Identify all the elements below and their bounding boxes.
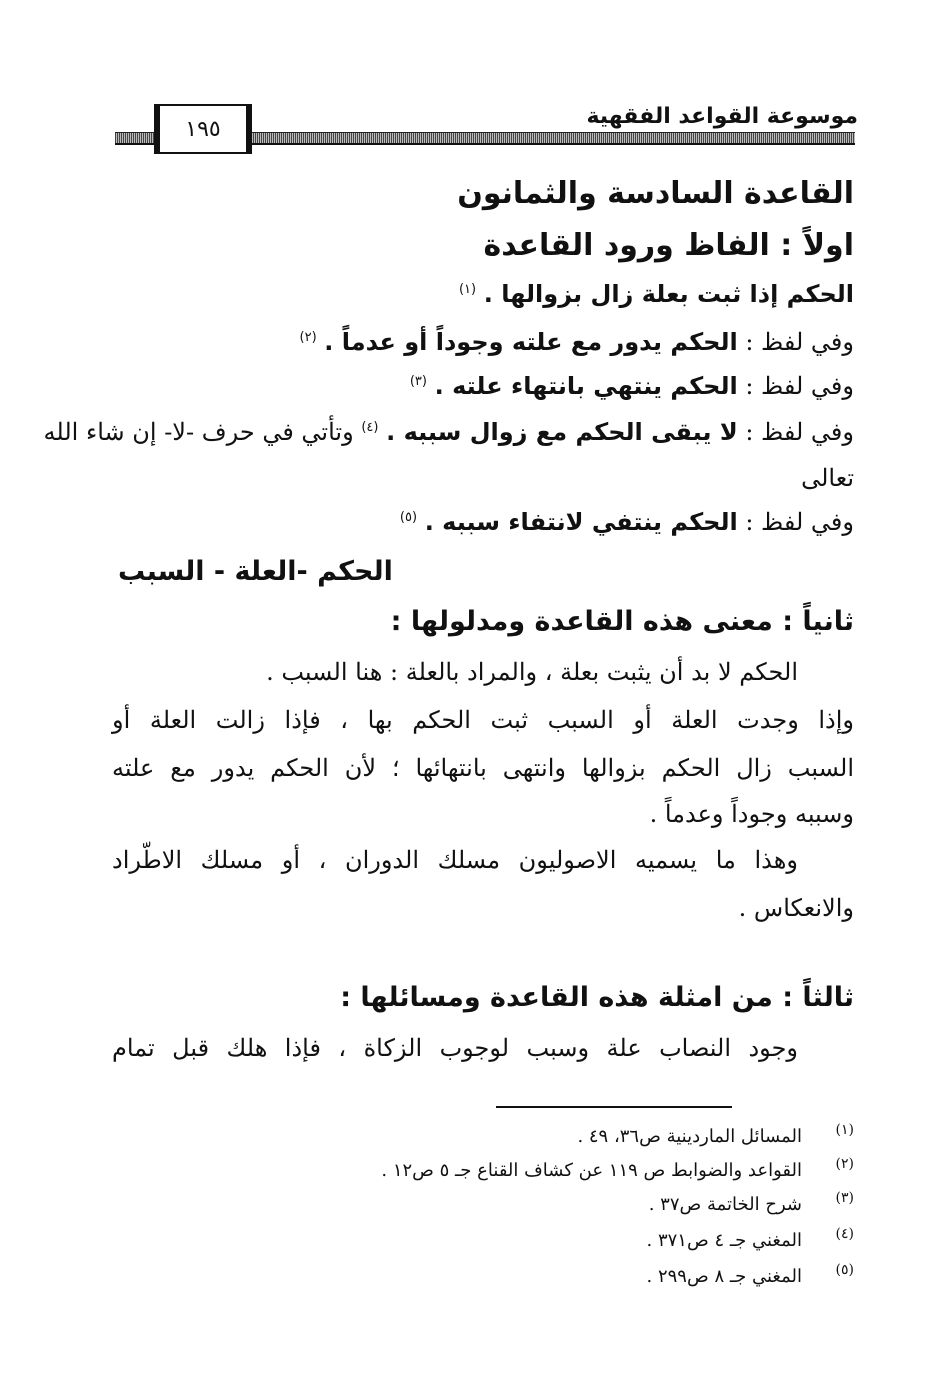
footnote-item xyxy=(300,1190,854,1224)
footnote-item xyxy=(300,1122,854,1156)
section2-paragraph-line: والانعكاس . xyxy=(738,894,854,922)
section2-paragraph-line: وإذا وجدت العلة أو السبب ثبت الحكم بها ، فإذا زالت العلة أو xyxy=(112,706,854,734)
variant-text: الحكم يدور مع علته وجوداً أو عدماً . xyxy=(324,328,738,356)
variant-text: الحكم ينتفي لانتفاء سببه . xyxy=(424,508,738,536)
footnote-ref-3: (٣) xyxy=(409,374,427,389)
footnote-ref-5: (٥) xyxy=(399,510,418,525)
keywords-line: الحكم -العلة - السبب xyxy=(118,556,393,587)
main-rule-text: الحكم إذا ثبت بعلة زال بزوالها . xyxy=(483,280,854,308)
variant-text: لا يبقى الحكم مع زوال سببه . xyxy=(386,418,738,446)
page-number xyxy=(158,104,248,154)
variant-prefix: وفي لفظ : xyxy=(745,328,854,356)
footnote-separator xyxy=(496,1106,732,1108)
section1-heading: اولاً : الفاظ ورود القاعدة xyxy=(483,228,854,263)
main-rule-line xyxy=(459,280,854,309)
footnote-number: (١) xyxy=(835,1122,854,1138)
footnote-text: القواعد والضوابط ص ١١٩ عن كشاف القناع جـ ٥ ص١٢ . xyxy=(381,1160,802,1181)
variant-prefix: وفي لفظ : xyxy=(745,372,854,400)
footnote-ref-1: (١) xyxy=(458,282,477,297)
section2-paragraph-line: الحكم لا بد أن يثبت بعلة ، والمراد بالعلة : هنا السبب . xyxy=(266,658,798,686)
footnote-text: المغني جـ ٤ ص٣٧١ . xyxy=(646,1230,802,1251)
section2-paragraph-line: وهذا ما يسميه الاصوليون مسلك الدوران ، أو مسلك الاطّراد xyxy=(112,846,799,874)
section2-paragraph-line: السبب زال الحكم بزوالها وانتهى بانتهائها ؛ لأن الحكم يدور مع علته xyxy=(112,754,854,782)
variant-text: الحكم ينتهي بانتهاء علته . xyxy=(434,372,738,400)
footnote-number: (٢) xyxy=(835,1156,854,1172)
running-header-title: موسوعة القواعد الفقهية xyxy=(586,104,858,129)
footnote-text: شرح الخاتمة ص٣٧ . xyxy=(648,1194,802,1215)
footnote-ref-4: (٤) xyxy=(361,420,379,435)
footnote-number: (٤) xyxy=(835,1226,854,1242)
footnote-number: (٣) xyxy=(835,1190,854,1206)
variant-line-4 xyxy=(400,508,854,537)
footnote-ref-2: (٢) xyxy=(299,330,317,345)
variant-prefix: وفي لفظ : xyxy=(745,418,854,446)
footnote-item xyxy=(300,1156,854,1190)
section3-heading: ثالثاً : من امثلة هذه القاعدة ومسائلها : xyxy=(340,982,854,1013)
variant-prefix: وفي لفظ : xyxy=(745,508,854,536)
section2-heading: ثانياً : معنى هذه القاعدة ومدلولها : xyxy=(390,606,854,637)
section2-paragraph-line: وسببه وجوداً وعدماً . xyxy=(649,800,854,828)
variant-line-2 xyxy=(410,372,854,401)
footnote-text: المسائل الماردينية ص٣٦، ٤٩ . xyxy=(577,1126,802,1147)
variant-line-3 xyxy=(44,418,854,447)
section3-paragraph-line: وجود النصاب علة وسبب لوجوب الزكاة ، فإذا هلك قبل تمام xyxy=(112,1034,798,1062)
footnote-number: (٥) xyxy=(835,1262,854,1278)
rule-title: القاعدة السادسة والثمانون xyxy=(457,176,854,211)
page-number-text: ١٩٥ xyxy=(185,116,221,142)
variant-line-1 xyxy=(300,328,854,357)
footnote-item xyxy=(300,1226,854,1260)
continuation-line: تعالى xyxy=(801,464,854,492)
variant-suffix: وتأتي في حرف -لا- إن شاء الله xyxy=(43,418,354,446)
footnote-text: المغني جـ ٨ ص٢٩٩ . xyxy=(646,1266,802,1287)
footnote-item xyxy=(300,1262,854,1296)
